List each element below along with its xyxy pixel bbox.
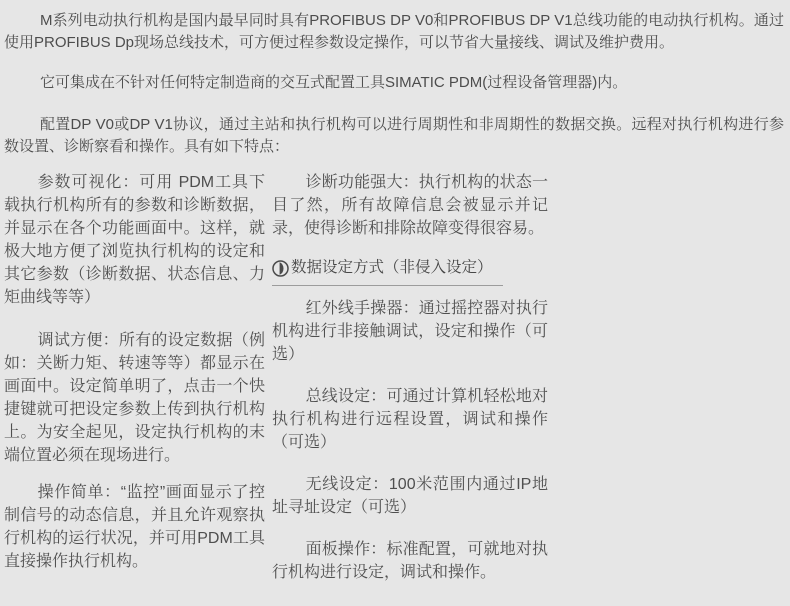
feature-simple-operation: 操作简单：“监控”画面显示了控制信号的动态信息，并且允许观察执行机构的运行状况，并可用PDM工具直接操作执行机构。 [4,484,265,570]
setting-item-infrared: 红外线手操器：通过摇控器对执行机构进行非接触调试，设定和操作（可选） [272,300,548,363]
feature-easy-commissioning: 调试方便：所有的设定数据（例如：关断力矩、转速等等）都显示在画面中。设定简单明了，点击一个快捷键就可把设定参数上传到执行机构上。为安全起见，设定执行机构的末端位置必须在现场进行。 [4,332,265,464]
feature-powerful-diagnosis: 诊断功能强大：执行机构的状态一目了然，所有故障信息会被显示并记录，使得诊断和排除故障变得很容易。 [272,174,548,237]
intro-paragraph-2: 它可集成在不针对任何特定制造商的交互式配置工具SIMATIC PDM(过程设备管理器)内。 [40,74,628,91]
intro-paragraph-1: M系列电动执行机构是国内最早同时具有PROFIBUS DP V0和PROFIBUS DP V1总线功能的电动执行机构。通过使用PROFIBUS Dp现场总线技术，可方便过程参数设定操作，可以节省大量接线、调试及维护费用。 [4,12,784,51]
left-column [4,171,265,573]
feature-parameter-visualization: 参数可视化：可用 PDM工具下载执行机构所有的参数和诊断数据，并显示在各个功能画面中。这样，就极大地方便了浏览执行机构的设定和其它参数（诊断数据、状态信息、力矩曲线等等） [4,174,265,306]
two-column-layout [4,171,784,584]
play-circle-icon [272,260,289,277]
intro-paragraph-3: 配置DP V0或DP V1协议，通过主站和执行机构可以进行周期性和非周期性的数据交换。远程对执行机构进行参数设置、诊断察看和操作。具有如下特点： [4,116,784,155]
right-column [272,171,548,584]
setting-item-wireless: 无线设定：100米范围内通过IP地址寻址设定（可选） [272,476,548,516]
section-title: 数据设定方式（非侵入设定） [291,259,493,276]
setting-item-panel: 面板操作：标准配置，可就地对执行机构进行设定，调试和操作。 [272,541,548,581]
data-setting-section-header [272,258,503,286]
setting-item-fieldbus: 总线设定：可通过计算机轻松地对执行机构进行远程设置，调试和操作（可选） [272,388,548,451]
